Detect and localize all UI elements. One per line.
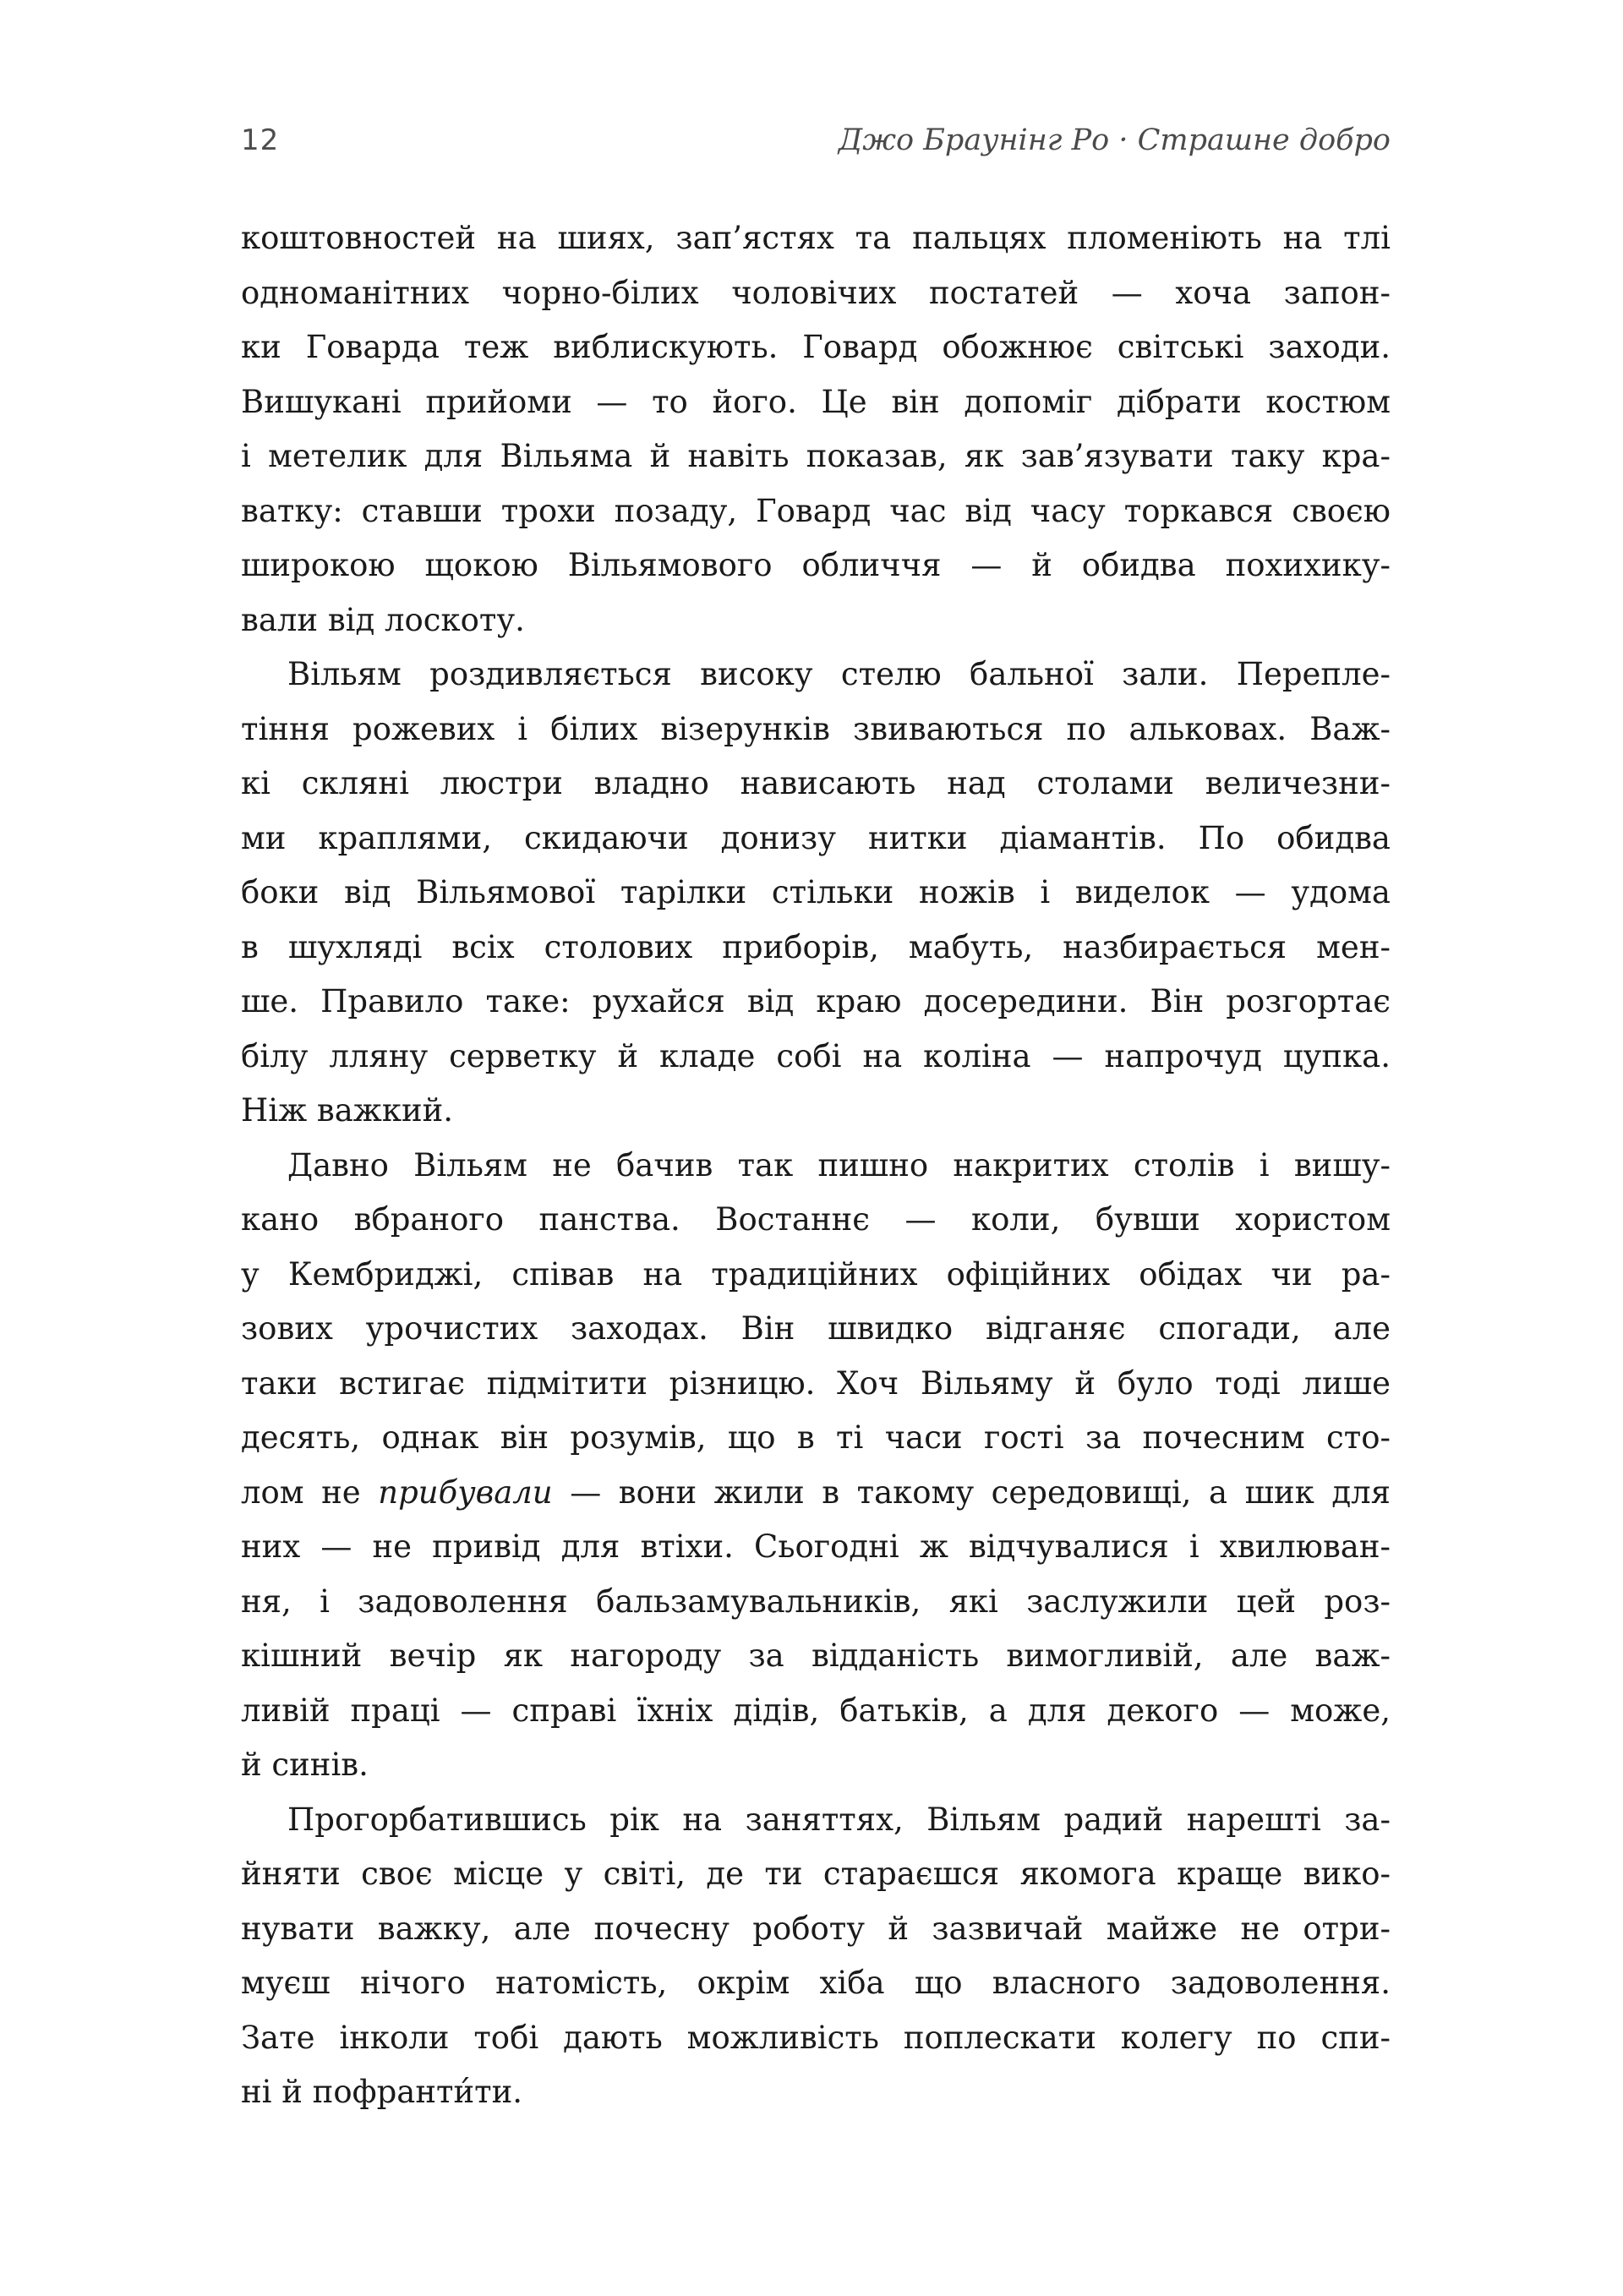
text-line: таки встигає підмітити різницю. Хоч Вільяму й було тоді лише <box>241 1364 1391 1402</box>
text-line: Вишукані прийоми — то його. Це він допоміг дібрати костюм <box>241 383 1391 420</box>
text-line: лом не прибували — вони жили в такому середовищі, а шик для <box>241 1473 1391 1511</box>
text-line: тіння рожевих і білих візерунків звиваються по альковах. Важ- <box>241 710 1391 747</box>
text-line: і метелик для Вільяма й навіть показав, як зав’язувати таку кра- <box>241 438 1391 474</box>
page-body <box>241 211 1391 2120</box>
paragraph <box>241 1793 1391 2120</box>
text-line: кішний вечір як нагороду за відданість вимогливій, але важ- <box>241 1637 1391 1674</box>
text-line: коштовностей на шиях, зап’ястях та пальцях пломеніють на тлі <box>241 220 1391 256</box>
text-line: кі скляні люстри владно нависають над столами величезни- <box>241 765 1391 801</box>
text-line: вали від лоскоту. <box>241 601 525 638</box>
text-line: Давно Вільям не бачив так пишно накритих столів і вишу- <box>287 1146 1391 1184</box>
text-line: широкою щокою Вільямового обличчя — й обидва похихику- <box>241 547 1391 583</box>
text-line: ки Говарда теж виблискують. Говард обожнює світські заходи. <box>241 329 1391 365</box>
text-line: й синів. <box>241 1747 369 1783</box>
text-line: ливій праці — справі їхніх дідів, батьків, а для декого — може, <box>241 1692 1391 1729</box>
text-line: ні й пофранти́ти. <box>241 2074 522 2110</box>
text-line: муєш нічого натомість, окрім хіба що власного задоволення. <box>241 1965 1391 2001</box>
paragraph <box>241 1139 1391 1793</box>
paragraph <box>241 648 1391 1139</box>
text-line: ватку: ставши трохи позаду, Говард час від часу торкався своєю <box>241 492 1391 529</box>
text-line: Вільям роздивляється високу стелю бальної зали. Перепле- <box>287 656 1391 692</box>
text-line: Зате інколи тобі дають можливість поплескати колегу по спи- <box>241 2019 1391 2056</box>
text-line: йняти своє місце у світі, де ти стараєшся якомога краще вико- <box>241 1856 1391 1892</box>
text-line: них — не привід для втіхи. Сьогодні ж відчувалися і хвилюван- <box>241 1528 1391 1565</box>
text-line: кано вбраного панства. Востаннє — коли, бувши хористом <box>241 1201 1391 1238</box>
text-line: боки від Вільямової тарілки стільки ножів і виделок — удома <box>241 874 1391 910</box>
text-line: зових урочистих заходах. Він швидко відганяє спогади, але <box>241 1310 1391 1347</box>
text-line: в шухляді всіх столових приборів, мабуть, назбирається мен- <box>241 928 1391 965</box>
text-line: ня, і задоволення бальзамувальників, які заслужили цей роз- <box>241 1583 1391 1620</box>
page-number: 12 <box>241 123 280 157</box>
text-line: Прогорбатившись рік на заняттях, Вільям радий нарешті за- <box>287 1801 1391 1838</box>
page-header <box>241 123 1391 157</box>
text-line: Ніж важкий. <box>241 1092 454 1129</box>
text-line: у Кембриджі, співав на традиційних офіційних обідах чи ра- <box>241 1255 1391 1293</box>
text-line: одноманітних чорно-білих чоловічих постатей — хоча запон- <box>241 274 1391 311</box>
text-line: ше. Правило таке: рухайся від краю досередини. Він розгортає <box>241 983 1391 1020</box>
text-line: нувати важку, але почесну роботу й зазвичай майже не отри- <box>241 1910 1391 1947</box>
text-line: білу лляну серветку й кладе собі на коліна — напрочуд цупка. <box>241 1037 1391 1074</box>
text-line: десять, однак він розумів, що в ті часи гості за почесним сто- <box>241 1419 1391 1456</box>
paragraph <box>241 211 1391 648</box>
text-line: ми краплями, скидаючи донизу нитки діамантів. По обидва <box>241 819 1391 856</box>
running-title: Джо Браунінг Ро · Страшне добро <box>838 123 1391 157</box>
